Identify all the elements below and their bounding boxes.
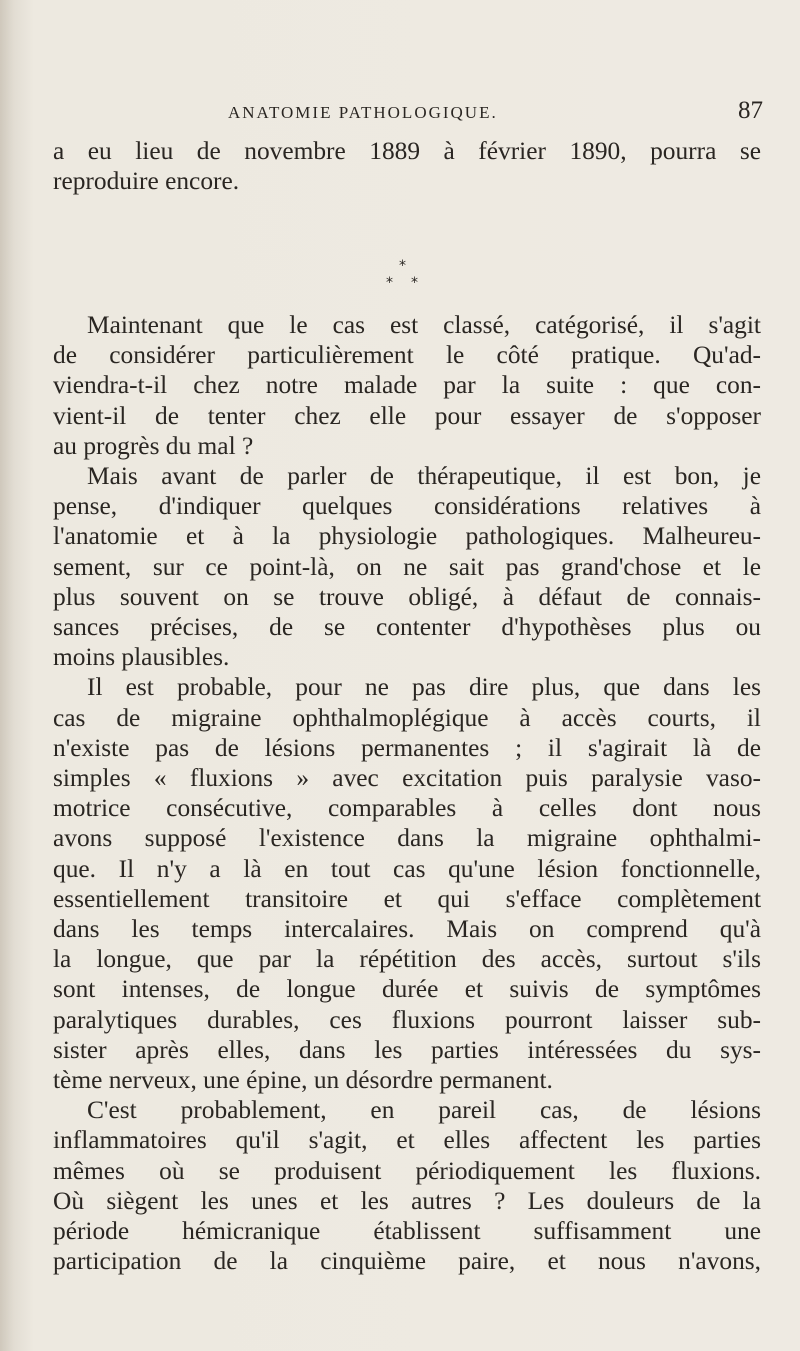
text-line: tème nerveux, une épine, un désordre permanent. [53, 1066, 553, 1095]
text-line: de considérer particulièrement le côté pratique. Qu'ad- [53, 341, 761, 370]
text-line: pense, d'indiquer quelques considérations relatives à [53, 492, 761, 521]
text-line: période hémicranique établissent suffisamment une [53, 1217, 761, 1246]
text-line: mêmes où se produisent périodiquement les fluxions. [53, 1156, 761, 1185]
paragraph-continuation [53, 136, 761, 196]
text-line: reproduire encore. [53, 167, 240, 196]
text-line: la longue, que par la répétition des accès, surtout s'ils [53, 945, 761, 974]
text-line: n'existe pas de lésions permanentes ; il s'agirait là de [53, 733, 761, 762]
asterisk-icon: * [386, 275, 393, 291]
text-line: Maintenant que le cas est classé, catégorisé, il s'agit [87, 311, 761, 339]
asterisk-icon: * [411, 275, 418, 291]
text-line: motrice consécutive, comparables à celles dont nous [53, 794, 761, 823]
text-line: plus souvent on se trouve obligé, à défaut de connais- [53, 582, 761, 611]
text-line: participation de la cinquième paire, et nous n'avons, [53, 1247, 761, 1276]
text-line: sement, sur ce point-là, on ne sait pas grand'chose et le [53, 552, 761, 581]
text-line: inflammatoires qu'il s'agit, et elles affectent les parties [53, 1126, 761, 1155]
text-line: Il est probable, pour ne pas dire plus, que dans les [87, 673, 761, 702]
text-line: que. Il n'y a là en tout cas qu'une lésion fonctionnelle, [53, 854, 761, 883]
text-line: vient-il de tenter chez elle pour essayer de s'opposer [53, 401, 761, 430]
main-text [53, 310, 761, 1277]
text-line: Mais avant de parler de thérapeutique, il est bon, je [87, 462, 761, 491]
page-number: 87 [738, 97, 763, 124]
text-line: essentiellement transitoire et qui s'efface complètement [53, 884, 761, 913]
text-line: viendra-t-il chez notre malade par la suite : que con- [53, 371, 761, 400]
text-line: moins plausibles. [53, 643, 230, 672]
text-line: a eu lieu de novembre 1889 à février 1890, pourra se [53, 137, 761, 165]
asterisk-icon: * [399, 258, 406, 274]
text-line: avons supposé l'existence dans la migraine ophthalmi- [53, 824, 761, 853]
text-line: sont intenses, de longue durée et suivis de symptômes [53, 975, 761, 1004]
text-line: sister après elles, dans les parties intéressées du sys- [53, 1035, 761, 1064]
text-line: cas de migraine ophthalmoplégique à accès courts, il [53, 703, 761, 732]
text-line: Où siègent les unes et les autres ? Les douleurs de la [53, 1186, 761, 1215]
text-line: au progrès du mal ? [53, 431, 254, 460]
text-line: C'est probablement, en pareil cas, de lésions [87, 1096, 761, 1125]
running-title: ANATOMIE PATHOLOGIQUE. [228, 103, 498, 122]
text-line: dans les temps intercalaires. Mais on comprend qu'à [53, 915, 761, 944]
text-line: simples « fluxions » avec excitation puis paralysie vaso- [53, 764, 761, 793]
asterism-separator [375, 258, 435, 302]
text-line: sances précises, de se contenter d'hypothèses plus ou [53, 613, 761, 642]
text-line: l'anatomie et à la physiologie pathologiques. Malheureu- [53, 522, 761, 551]
text-line: paralytiques durables, ces fluxions pourront laisser sub- [53, 1005, 761, 1034]
